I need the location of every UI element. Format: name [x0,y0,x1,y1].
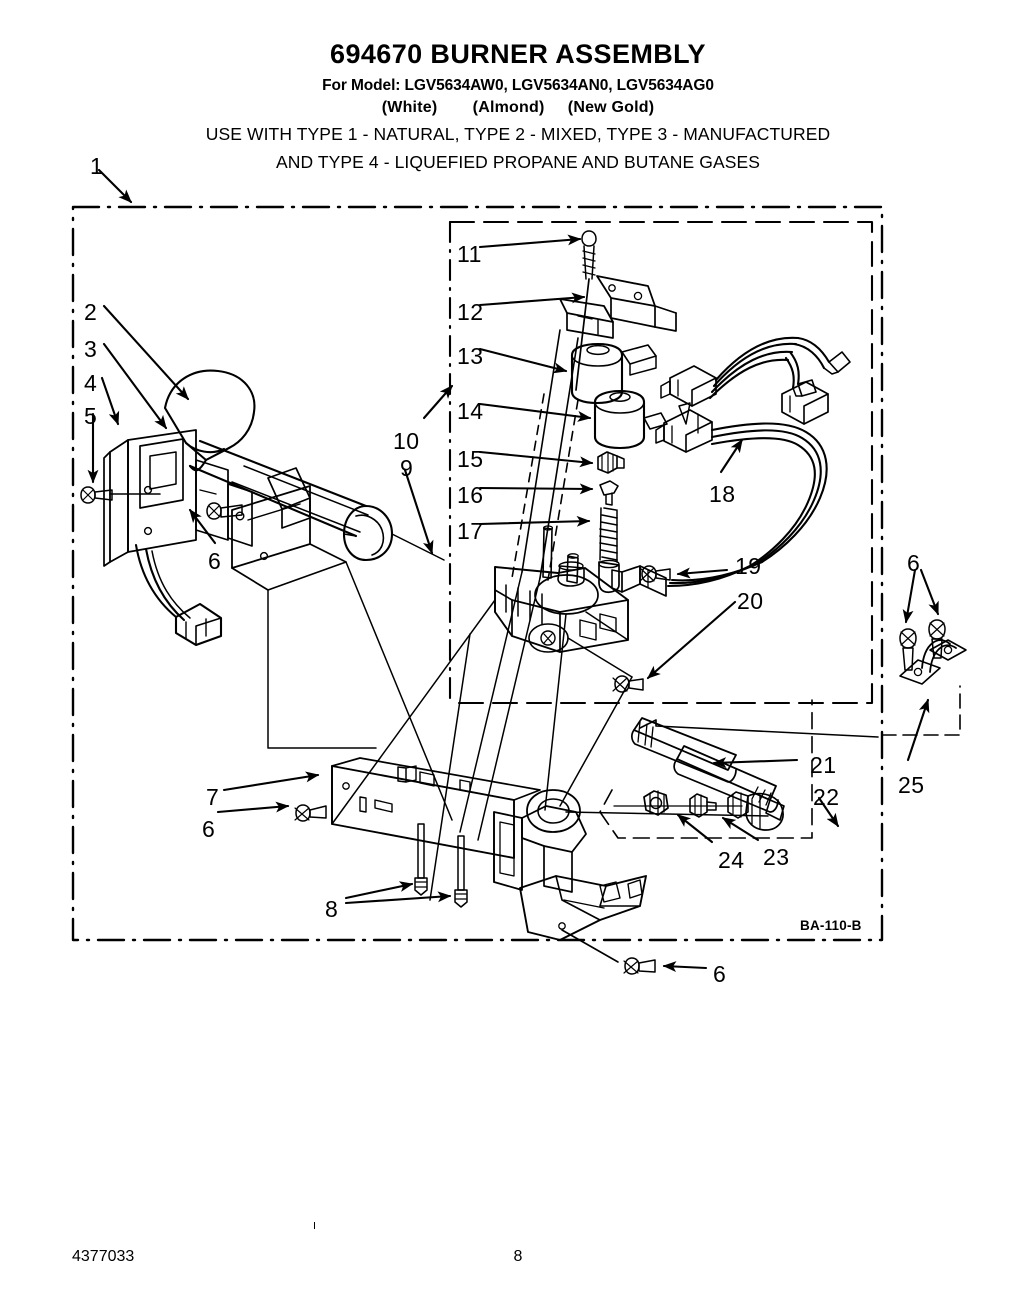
gas-type-line-2: AND TYPE 4 - LIQUEFIED PROPANE AND BUTANE GASES [275,152,761,173]
callout-15: 15 [457,446,484,472]
gas-type-line-1: USE WITH TYPE 1 - NATURAL, TYPE 2 - MIXED, TYPE 3 - MANUFACTURED [205,123,831,144]
center-tick-mark [314,1222,315,1229]
callout-23: 23 [763,844,790,870]
callout-25: 25 [898,772,925,798]
callout-18: 18 [709,481,736,507]
callout-21: 21 [810,752,837,778]
page-title: 694670 BURNER ASSEMBLY [330,39,706,69]
callout-10: 10 [393,428,420,454]
callout-6-clamp: 6 [907,550,921,576]
valve-solenoid-stack [495,231,676,677]
callout-7: 7 [206,784,220,810]
callout-24: 24 [718,847,745,873]
color-white: (White) [381,98,438,116]
callout-12: 12 [457,299,484,325]
publication-part-number: 4377033 [72,1248,135,1265]
callout-8: 8 [325,896,339,922]
callout-17: 17 [457,518,484,544]
callout-1: 1 [90,153,104,179]
base-bracket-assembly [218,758,706,974]
flame-shield-plate [232,486,346,590]
callout-6-igniter: 6 [208,548,222,574]
valve-group-box [450,222,872,703]
callout-5: 5 [84,403,98,429]
callout-2: 2 [84,299,98,325]
pipe-clamp-assembly [882,570,966,760]
wire-harness [612,338,850,596]
callout-11: 11 [457,241,482,267]
callout-13: 13 [457,343,484,369]
callout-9: 9 [400,455,414,481]
callout-20: 20 [737,588,764,614]
callout-16: 16 [457,482,484,508]
color-almond: (Almond) [472,98,545,116]
callout-6-bracket: 6 [202,816,216,842]
page-number: 8 [513,1248,523,1265]
callout-3: 3 [84,336,98,362]
page-footer [0,1248,1036,1278]
callout-4: 4 [84,370,98,396]
callout-14: 14 [457,398,484,424]
leaders-valve-group [405,239,592,553]
callout-6-base: 6 [713,961,727,987]
color-new-gold: (New Gold) [567,98,655,116]
model-line: For Model: LGV5634AW0, LGV5634AN0, LGV5634AG0 [322,77,714,95]
assembly-reference-lines [268,534,768,900]
leader-1 [99,170,131,202]
drawing-reference-code: BA-110-B [800,918,862,933]
callout-22: 22 [813,784,840,810]
callout-19: 19 [735,553,762,579]
igniter-bracket-assembly [81,430,252,645]
